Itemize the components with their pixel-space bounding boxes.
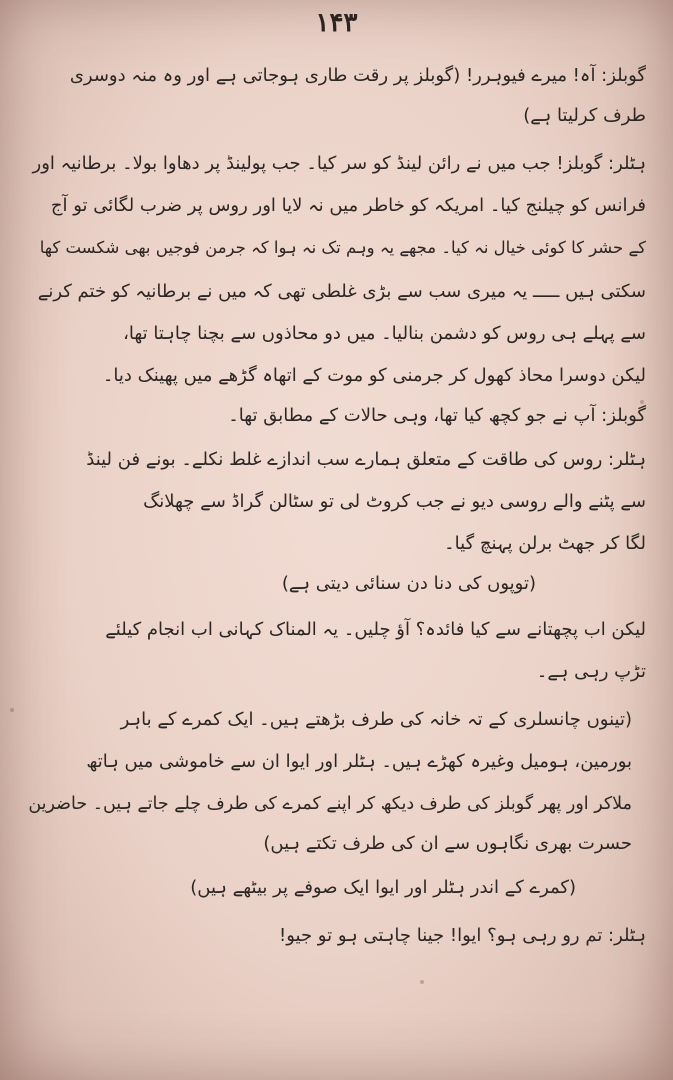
text-line: ہٹلر: تم رو رہی ہو؟ ایوا! جینا چاہتی ہو تو جیو! [279,925,646,946]
stage-direction-line: حسرت بھری نگاہوں سے ان کی طرف تکتے ہیں) [263,833,632,854]
text-line: تڑپ رہی ہے۔ [536,661,646,682]
text-line: لیکن دوسرا محاذ کھول کر جرمنی کو موت کے اتھاہ گڑھے میں پھینک دیا۔ [102,365,646,386]
stage-direction-line: طرف کرلیتا ہے) [523,105,646,126]
text-line: گوبلز: آپ نے جو کچھ کیا تھا، وہی حالات کے مطابق تھا۔ [228,405,646,426]
stage-direction-line: ملاکر اور پھر گوبلز کی طرف دیکھ کر اپنے کمرے کی طرف چلے جاتے ہیں۔ حاضرین [28,794,632,814]
text-line: کے حشر کا کوئی خیال نہ کیا۔ مجھے یہ وہم تک نہ ہوا کہ جرمن فوجیں بھی شکست کھا [39,238,646,257]
stage-direction-line: (تینوں چانسلری کے تہ خانہ کی طرف بڑھتے ہیں۔ ایک کمرے کے باہر [120,709,632,730]
text-line: سکتی ہیں ـــــ یہ میری سب سے بڑی غلطی تھی کہ میں نے برطانیہ کو ختم کرنے [37,281,646,302]
text-line: سے پٹنے والے روسی دیو نے جب کروٹ لی تو سٹالن گراڈ سے چھلانگ [143,491,646,512]
text-line: فرانس کو چیلنج کیا۔ امریکہ کو خاطر میں نہ لایا اور روس پر ضرب لگائی تو آج [50,195,646,216]
text-line: لگا کر جھٹ برلن پہنچ گیا۔ [444,533,646,554]
stage-direction-line: بورمین، ہومیل وغیرہ کھڑے ہیں۔ ہٹلر اور ایوا ان سے خاموشی میں ہاتھ [86,751,632,772]
paper-speck [420,980,424,984]
text-line: ہٹلر: گوبلز! جب میں نے رائن لینڈ کو سر کیا۔ جب پولینڈ پر دھاوا بولا۔ برطانیہ اور [32,153,646,174]
paper-speck [10,708,14,712]
paper-speck [640,400,644,404]
page-text [28,56,646,1056]
text-line: سے پہلے ہی روس کو دشمن بنالیا۔ میں دو محاذوں سے بچنا چاہتا تھا، [123,323,646,344]
text-line: ہٹلر: روس کی طاقت کے متعلق ہمارے سب اندازے غلط نکلے۔ بونے فن لینڈ [86,449,646,470]
page-number: ۱۴۳ [315,8,358,38]
stage-direction-line: (کمرے کے اندر ہٹلر اور ایوا ایک صوفے پر بیٹھے ہیں) [190,877,576,898]
text-line: گوبلز: آہ! میرے فیوہرر! (گوبلز پر رقت طاری ہوجاتی ہے اور وہ منہ دوسری [69,65,646,86]
text-line: لیکن اب پچھتانے سے کیا فائدہ؟ آؤ چلیں۔ یہ المناک کہانی اب انجام کیلئے [105,619,646,640]
stage-direction-line: (توپوں کی دنا دن سنائی دیتی ہے) [281,573,536,594]
